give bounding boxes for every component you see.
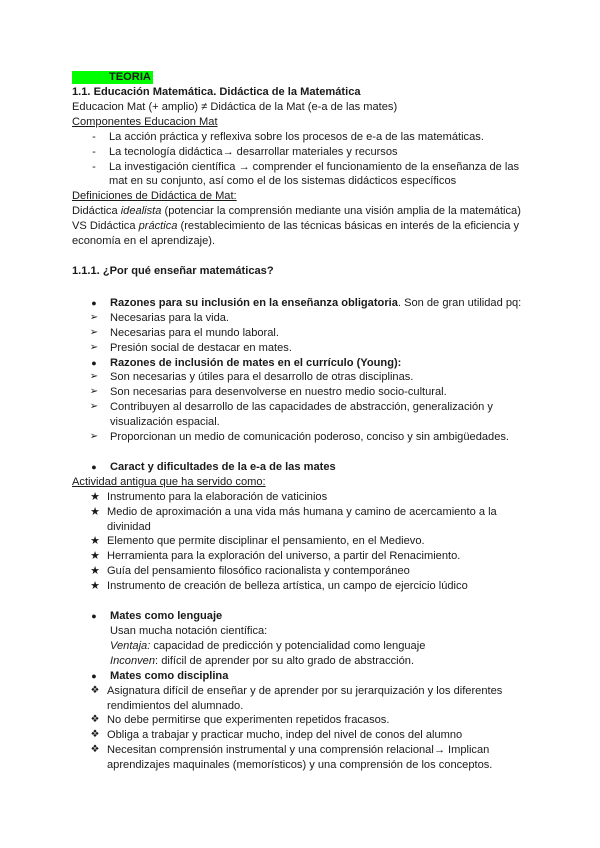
actividad-heading: Actividad antigua que ha servido como: [72, 475, 266, 488]
list-item: - La tecnología didáctica→ desarrollar materiales y recursos [72, 145, 530, 160]
bullet-marker: ● [91, 611, 97, 622]
list-item: ➢ Necesarias para la vida. [89, 311, 230, 324]
list-item: ➢ Presión social de destacar en mates. [89, 341, 292, 354]
bullet-marker: ● [91, 461, 97, 472]
diamond-marker: ❖ [90, 684, 100, 696]
dash-marker: - [92, 160, 96, 173]
star-marker: ★ [90, 505, 100, 518]
star-marker: ★ [90, 535, 100, 548]
list-item: ❖ No debe permitirse que experimenten repetidos fracasos. [90, 714, 390, 727]
list-item: ❖ Necesitan comprensión instrumental y una comprensión relacional→ Implican aprendizajes maquinales (memorísticos) y una comprensión de los conceptos. [90, 744, 493, 772]
subsection-title: 1.1.1. ¿Por qué enseñar matemáticas? [72, 264, 274, 277]
disciplina-heading: ● Mates como disciplina [72, 669, 530, 684]
arrow-marker: ➢ [89, 431, 99, 443]
arrow-marker: ➢ [89, 341, 99, 353]
list-item: ★ Instrumento para la elaboración de vaticinios [90, 490, 328, 503]
star-marker: ★ [90, 490, 100, 503]
intro-line: Educacion Mat (+ amplio) ≠ Didáctica de la Mat (e-a de las mates) [72, 100, 398, 113]
list-item: ➢ Necesarias para el mundo laboral. [89, 326, 279, 339]
section-title: 1.1. Educación Matemática. Didáctica de la Matemática [72, 86, 361, 98]
list-item: ★ Instrumento de creación de belleza artística, un campo de ejercicio lúdico [90, 580, 468, 593]
list-item: ★ Elemento que permite disciplinar el pensamiento, en el Medievo. [90, 535, 425, 548]
lenguaje-heading: ● Mates como lenguaje [72, 609, 530, 624]
list-item: - La investigación científica → comprender el funcionamiento de la enseñanza de las mat en su conjunto, así como el de los sistemas didácticos específicos [72, 160, 530, 190]
list-item: ➢ Son necesarias para desenvolverse en nuestro medio socio-cultural. [89, 386, 447, 399]
list-item: ➢ Contribuyen al desarrollo de las capacidades de abstracción, generalización y visualización espacial. [89, 401, 493, 429]
componentes-heading: Componentes Educacion Mat [72, 115, 218, 128]
star-marker: ★ [90, 580, 100, 593]
star-marker: ★ [90, 565, 100, 578]
star-marker: ★ [90, 550, 100, 563]
razones-obligatoria-heading: ● Razones para su inclusión en la enseñanza obligatoria. Son de gran utilidad pq: [72, 296, 530, 311]
arrow-marker: ➢ [89, 311, 99, 323]
arrow-marker: ➢ [89, 401, 99, 413]
arrow-marker: ➢ [89, 371, 99, 383]
list-item: ➢ Proporcionan un medio de comunicación poderoso, conciso y sin ambigüedades. [89, 431, 510, 444]
arrow-marker: ➢ [89, 386, 99, 398]
list-item: ★ Herramienta para la exploración del universo, a partir del Renacimiento. [90, 550, 461, 563]
diamond-marker: ❖ [90, 729, 100, 741]
diamond-marker: ❖ [90, 714, 100, 726]
list-item: - La acción práctica y reflexiva sobre los procesos de e-a de las matemáticas. [72, 130, 530, 145]
dash-marker: - [92, 130, 96, 143]
definiciones-heading: Definiciones de Didáctica de Mat: [72, 190, 237, 203]
bullet-marker: ● [91, 357, 97, 368]
list-item: ★ Guía del pensamiento filosófico racionalista y contemporáneo [90, 565, 410, 578]
arrow-marker: ➢ [89, 326, 99, 338]
componentes-list [72, 130, 530, 190]
teoria-badge: TEORIA [72, 71, 153, 84]
razones-curriculo-heading: ● Razones de inclusión de mates en el currículo (Young): [72, 356, 530, 371]
list-item: ❖ Asignatura difícil de enseñar y de aprender por su jerarquización y los diferentes rendimientos del alumnado. [90, 684, 503, 712]
diamond-marker: ❖ [90, 744, 100, 756]
dash-marker: - [92, 145, 96, 158]
def-idealista: Didáctica idealista (potenciar la comprensión mediante una visión amplia de la matemática) [72, 205, 521, 218]
bullet-marker: ● [91, 670, 97, 681]
lenguaje-block: Usan mucha notación científica: Ventaja: capacidad de predicción y potencialidad como lenguaje Inconven: difícil de aprender por su alto grado de abstracción. [110, 625, 426, 667]
list-item: ❖ Obliga a trabajar y practicar mucho, indep del nivel de conos del alumno [90, 729, 463, 742]
list-item: ★ Medio de aproximación a una vida más humana y camino de acercamiento a la divinidad [90, 505, 497, 533]
bullet-marker: ● [91, 297, 97, 308]
list-item: ➢ Son necesarias y útiles para el desarrollo de otras disciplinas. [89, 371, 414, 384]
def-practica: VS Didáctica práctica (restablecimiento de las técnicas básicas en interés de la eficiencia y economía en el aprendizaje). [72, 220, 520, 248]
caract-heading: ● Caract y dificultades de la e-a de las mates [72, 460, 530, 475]
